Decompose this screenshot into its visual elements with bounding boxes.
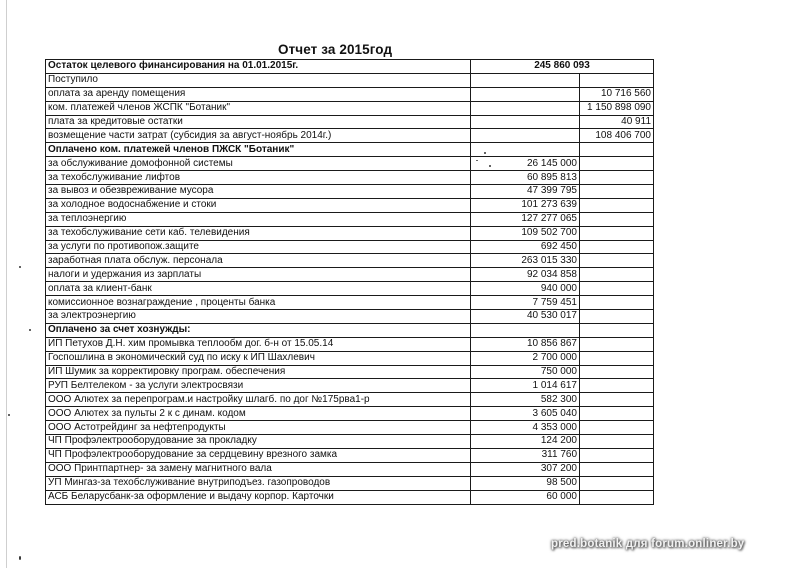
empty-cell <box>580 393 654 407</box>
household-expense-row-label: ООО Алютех за пульты 2 к с динам. кодом <box>46 407 471 421</box>
income-value: 108 406 700 <box>580 129 654 143</box>
empty-cell <box>471 115 580 129</box>
report-title: Отчет за 2015год <box>278 42 393 57</box>
expense-row-label: за теплоэнергию <box>46 212 471 226</box>
household-expense-row-value: 750 000 <box>471 365 580 379</box>
paid-household-header-row <box>46 323 654 337</box>
empty-cell <box>580 448 654 462</box>
empty-cell <box>580 282 654 296</box>
empty-cell <box>580 157 654 171</box>
household-expense-row-value: 307 200 <box>471 462 580 476</box>
expense-row-value: 692 450 <box>471 240 580 254</box>
household-expense-row <box>46 476 654 490</box>
empty-cell <box>580 226 654 240</box>
empty-cell <box>580 421 654 435</box>
empty-cell <box>471 87 580 101</box>
empty-cell <box>580 143 654 157</box>
expense-row-value: 940 000 <box>471 282 580 296</box>
expense-row-label: за техобслуживание сети каб. телевидения <box>46 226 471 240</box>
expense-row-label: за электроэнергию <box>46 310 471 324</box>
empty-cell <box>580 212 654 226</box>
expense-row <box>46 268 654 282</box>
income-label: возмещение части затрат (субсидия за август-ноябрь 2014г.) <box>46 129 471 143</box>
income-value: 10 716 560 <box>580 87 654 101</box>
empty-cell <box>580 379 654 393</box>
household-expense-row-label: ООО Принтпартнер- за замену магнитного вала <box>46 462 471 476</box>
empty-cell <box>580 351 654 365</box>
opening-balance-row <box>46 60 654 74</box>
expense-row <box>46 254 654 268</box>
income-label: ком. платежей членов ЖСПК "Ботаник" <box>46 101 471 115</box>
household-expense-row-value: 98 500 <box>471 476 580 490</box>
expense-row-label: оплата за клиент-банк <box>46 282 471 296</box>
household-expense-row-value: 60 000 <box>471 490 580 504</box>
scan-speck <box>19 556 21 560</box>
income-header-row <box>46 73 654 87</box>
household-expense-row <box>46 421 654 435</box>
expense-row-value: 60 895 813 <box>471 171 580 185</box>
expense-row <box>46 212 654 226</box>
income-row <box>46 115 654 129</box>
household-expense-row-label: ИП Петухов Д.Н. хим промывка теплообм дог. б-н от 15.05.14 <box>46 337 471 351</box>
income-row <box>46 101 654 115</box>
household-expense-row <box>46 393 654 407</box>
household-expense-row-value: 311 760 <box>471 448 580 462</box>
household-expense-row-label: РУП Белтелеком - за услуги электросвязи <box>46 379 471 393</box>
empty-cell <box>580 337 654 351</box>
income-header: Поступило <box>46 73 471 87</box>
expense-row <box>46 282 654 296</box>
household-expense-row-label: ООО Алютех за перепрограм.и настройку шлагб. по дог №175рва1-р <box>46 393 471 407</box>
expense-row-value: 263 015 330 <box>471 254 580 268</box>
expense-row <box>46 296 654 310</box>
household-expense-row <box>46 490 654 504</box>
household-expense-row-value: 2 700 000 <box>471 351 580 365</box>
empty-cell <box>580 462 654 476</box>
empty-cell <box>580 185 654 199</box>
household-expense-row <box>46 462 654 476</box>
expense-row-label: за техобслуживание лифтов <box>46 171 471 185</box>
paid-members-header: Оплачено ком. платежей членов ПЖСК "Ботаник" <box>46 143 471 157</box>
scan-speck <box>489 165 491 167</box>
expense-row-value: 101 273 639 <box>471 198 580 212</box>
household-expense-row-label: АСБ Беларусбанк-за оформление и выдачу корпор. Карточки <box>46 490 471 504</box>
empty-cell <box>580 435 654 449</box>
expense-row-value: 47 399 795 <box>471 185 580 199</box>
empty-cell <box>580 296 654 310</box>
empty-cell <box>580 268 654 282</box>
expense-row-label: заработная плата обслуж. персонала <box>46 254 471 268</box>
household-expense-row <box>46 351 654 365</box>
empty-cell <box>580 365 654 379</box>
household-expense-row <box>46 435 654 449</box>
expense-row-label: за услуги по противопож.защите <box>46 240 471 254</box>
expense-row <box>46 240 654 254</box>
income-value: 1 150 898 090 <box>580 101 654 115</box>
household-expense-row-value: 10 856 867 <box>471 337 580 351</box>
empty-cell <box>580 310 654 324</box>
empty-cell <box>580 240 654 254</box>
household-expense-row <box>46 379 654 393</box>
income-label: оплата за аренду помещения <box>46 87 471 101</box>
household-expense-row-value: 4 353 000 <box>471 421 580 435</box>
expense-row <box>46 226 654 240</box>
empty-cell <box>471 101 580 115</box>
expense-row-value: 92 034 858 <box>471 268 580 282</box>
household-expense-row <box>46 337 654 351</box>
household-expense-row-label: УП Мингаз-за техобслуживание внутриподъез. газопроводов <box>46 476 471 490</box>
watermark: pred.botanik для forum.onliner.by <box>551 538 745 550</box>
scan-speck <box>8 414 10 416</box>
empty-cell <box>580 254 654 268</box>
income-value: 40 911 <box>580 115 654 129</box>
household-expense-row-value: 1 014 617 <box>471 379 580 393</box>
expense-row-value: 127 277 065 <box>471 212 580 226</box>
income-row <box>46 87 654 101</box>
expense-row-label: за вывоз и обезвреживание мусора <box>46 185 471 199</box>
scan-speck <box>476 160 478 161</box>
household-expense-row-value: 124 200 <box>471 435 580 449</box>
household-expense-row-label: ЧП Профэлектрооборудование за сердцевину врезного замка <box>46 448 471 462</box>
empty-cell <box>580 171 654 185</box>
household-expense-row-value: 3 605 040 <box>471 407 580 421</box>
household-expense-row <box>46 407 654 421</box>
expense-row <box>46 171 654 185</box>
empty-cell <box>580 490 654 504</box>
empty-cell <box>580 198 654 212</box>
household-expense-row-label: Госпошлина в экономический суд по иску к ИП Шахлевич <box>46 351 471 365</box>
scan-page-edge <box>6 0 7 568</box>
household-expense-row-label: ЧП Профэлектрооборудование за прокладку <box>46 435 471 449</box>
income-label: плата за кредитовые остатки <box>46 115 471 129</box>
expense-row-value: 109 502 700 <box>471 226 580 240</box>
empty-cell <box>580 73 654 87</box>
paid-members-header-row <box>46 143 654 157</box>
empty-cell <box>471 143 580 157</box>
expense-row <box>46 198 654 212</box>
scan-speck <box>484 152 486 154</box>
expense-row <box>46 185 654 199</box>
expense-row <box>46 157 654 171</box>
empty-cell <box>580 407 654 421</box>
expense-row-value: 7 759 451 <box>471 296 580 310</box>
empty-cell <box>580 323 654 337</box>
empty-cell <box>471 323 580 337</box>
scan-speck <box>29 329 31 331</box>
expense-row-label: за холодное водоснабжение и стоки <box>46 198 471 212</box>
opening-balance-label: Остаток целевого финансирования на 01.01.2015г. <box>46 60 471 74</box>
household-expense-row <box>46 448 654 462</box>
empty-cell <box>471 73 580 87</box>
expense-row-label: за обслуживание домофонной системы <box>46 157 471 171</box>
household-expense-row-value: 582 300 <box>471 393 580 407</box>
expense-row-label: налоги и удержания из зарплаты <box>46 268 471 282</box>
expense-row-value: 26 145 000 <box>471 157 580 171</box>
paid-household-header: Оплачено за счет хознужды: <box>46 323 471 337</box>
expense-row <box>46 310 654 324</box>
income-row <box>46 129 654 143</box>
scan-speck <box>19 266 21 268</box>
expense-row-value: 40 530 017 <box>471 310 580 324</box>
opening-balance-value: 245 860 093 <box>471 60 654 74</box>
expense-row-label: комиссионное вознаграждение , проценты банка <box>46 296 471 310</box>
household-expense-row <box>46 365 654 379</box>
empty-cell <box>580 476 654 490</box>
household-expense-row-label: ИП Шумик за корректировку програм. обеспечения <box>46 365 471 379</box>
empty-cell <box>471 129 580 143</box>
report-table <box>45 59 654 505</box>
household-expense-row-label: ООО Астотрейдинг за нефтепродукты <box>46 421 471 435</box>
